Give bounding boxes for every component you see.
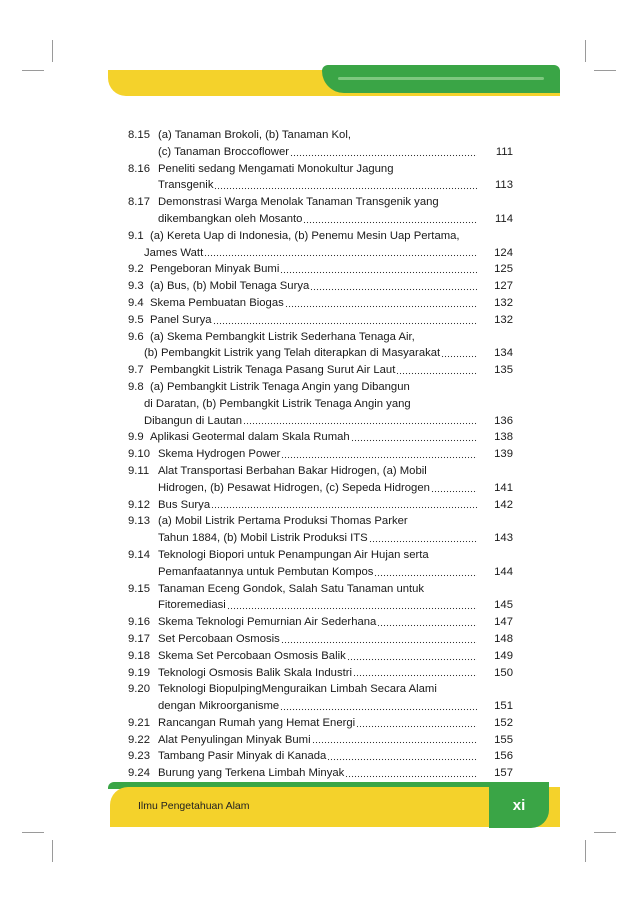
figure-caption [128,497,479,514]
caption-text: Burung yang Terkena Limbah Minyak [158,767,345,780]
dot-leader [356,725,477,728]
caption-line [128,413,479,430]
caption-text: Skema Pembuatan Biogas [150,296,284,309]
figure-entry [128,547,513,581]
caption-line [128,597,479,614]
page-ref: 157 [494,767,513,780]
caption-text: dengan Mikroorganisme [158,700,280,713]
caption-line [128,312,479,329]
page-ref: 143 [494,532,513,545]
caption-text: (a) Bus, (b) Mobil Tenaga Surya [150,280,310,293]
caption-line [128,396,479,413]
figure-number: 9.22 [128,733,150,746]
figure-caption [128,194,479,228]
page-ref: 114 [494,212,513,225]
dot-leader [369,540,477,543]
page-number: xi [512,796,526,814]
caption-line [128,732,479,749]
dot-leader [441,355,477,358]
caption-line [128,161,479,178]
page-ref: 124 [494,246,513,259]
figure-number: 9.20 [128,683,150,696]
figure-caption [128,631,479,648]
figure-entry [128,329,513,363]
dot-leader [303,221,477,224]
dot-leader [396,372,477,375]
crop-mark [22,70,44,71]
caption-text: di Daratan, (b) Pembangkit Listrik Tenaga Angin yang [144,397,411,410]
figure-number: 9.12 [128,498,150,511]
caption-line [128,648,479,665]
crop-mark [52,40,53,62]
dot-leader [285,305,477,308]
caption-line [128,144,479,161]
page-ref: 148 [494,632,513,645]
dot-leader [280,708,477,711]
page-ref: 132 [494,313,513,326]
caption-line [128,329,479,346]
figure-caption [128,161,479,195]
caption-text: Teknologi BiopulpingMenguraikan Limbah Secara Alami [158,683,437,696]
crop-mark [585,840,586,862]
figure-entry [128,312,513,329]
caption-line [128,127,479,144]
figure-entry [128,278,513,295]
figure-entry [128,681,513,715]
dot-leader [431,490,477,493]
caption-text: Rancangan Rumah yang Hemat Energi [158,716,356,729]
dot-leader [377,624,477,627]
figure-number: 9.6 [128,330,144,343]
dot-leader [211,506,477,509]
page-ref: 149 [494,649,513,662]
caption-text: (a) Mobil Listrik Pertama Produksi Thomas Parker [158,515,408,528]
page-ref: 147 [494,616,513,629]
figure-entry [128,228,513,262]
caption-line [128,513,479,530]
caption-line [128,429,479,446]
figure-number: 9.5 [128,313,144,326]
dot-leader [310,288,477,291]
figure-caption [128,748,479,765]
figure-number: 9.8 [128,380,144,393]
figure-caption [128,547,479,581]
dot-leader [227,607,477,610]
figure-entry [128,765,513,782]
dot-leader [312,741,477,744]
dot-leader [213,322,477,325]
crop-mark [22,832,44,833]
caption-line [128,497,479,514]
page-number-badge [489,782,549,828]
caption-text: (a) Skema Pembangkit Listrik Sederhana Tenaga Air, [150,330,415,343]
caption-line [128,614,479,631]
figure-caption [128,665,479,682]
caption-line [128,228,479,245]
caption-text: Dibangun di Lautan [144,414,242,427]
figure-number: 9.24 [128,767,150,780]
dot-leader [280,271,477,274]
caption-text: Hidrogen, (b) Pesawat Hidrogen, (c) Sepeda Hidrogen [158,481,430,494]
caption-line [128,681,479,698]
figure-caption [128,329,479,363]
caption-text: Bus Surya [158,498,211,511]
dot-leader [290,154,477,157]
page-ref: 139 [494,448,513,461]
caption-text: Teknologi Osmosis Balik Skala Industri [158,666,353,679]
page-ref: 113 [494,179,513,192]
page-ref: 151 [494,700,513,713]
figure-caption [128,732,479,749]
figure-entry [128,665,513,682]
figure-number: 8.16 [128,162,150,175]
figure-entry [128,446,513,463]
caption-line [128,530,479,547]
caption-text: Set Percobaan Osmosis [158,632,280,645]
dot-leader [345,775,477,778]
figure-caption [128,446,479,463]
figure-entry [128,379,513,429]
page-ref: 134 [494,347,513,360]
figure-entry [128,261,513,278]
figure-caption [128,278,479,295]
figure-number: 9.2 [128,263,144,276]
page-ref: 150 [494,666,513,679]
figure-caption [128,648,479,665]
figure-entry [128,732,513,749]
figure-entry [128,631,513,648]
caption-text: Alat Penyulingan Minyak Bumi [158,733,311,746]
figure-caption [128,765,479,782]
figure-caption [128,312,479,329]
figure-entry [128,161,513,195]
caption-text: Aplikasi Geotermal dalam Skala Rumah [150,431,350,444]
dot-leader [327,758,477,761]
figure-caption [128,715,479,732]
figure-entry [128,513,513,547]
caption-line [128,446,479,463]
figure-caption [128,429,479,446]
dot-leader [374,574,477,577]
figure-number: 9.13 [128,515,150,528]
figure-number: 9.16 [128,616,150,629]
figure-number: 9.21 [128,716,150,729]
figure-entry [128,295,513,312]
figure-caption [128,463,479,497]
figure-entry [128,127,513,161]
caption-text: Pengeboran Minyak Bumi [150,263,280,276]
caption-text: Fitoremediasi [158,599,226,612]
figure-number: 9.7 [128,364,144,377]
caption-text: (a) Kereta Uap di Indonesia, (b) Penemu Mesin Uap Pertama, [150,229,460,242]
dot-leader [243,422,477,425]
figure-number: 9.14 [128,548,150,561]
caption-text: Skema Teknologi Pemurnian Air Sederhana [158,616,377,629]
caption-line [128,177,479,194]
caption-line [128,581,479,598]
crop-mark [585,40,586,62]
figure-entry [128,497,513,514]
caption-line [128,765,479,782]
dot-leader [204,254,477,257]
figure-number: 9.1 [128,229,144,242]
caption-line [128,211,479,228]
caption-text: (a) Pembangkit Listrik Tenaga Angin yang Dibangun [150,380,410,393]
figure-number: 9.15 [128,582,150,595]
figure-entry [128,581,513,615]
caption-text: Skema Set Percobaan Osmosis Balik [158,649,346,662]
figure-caption [128,261,479,278]
page-ref: 145 [494,599,513,612]
figure-entry [128,614,513,631]
figure-entry [128,648,513,665]
page-ref: 156 [494,750,513,763]
page-ref: 136 [494,414,513,427]
caption-text: Panel Surya [150,313,212,326]
figure-caption [128,513,479,547]
figure-number: 8.17 [128,196,150,209]
caption-text: Skema Hydrogen Power [158,448,281,461]
caption-line [128,362,479,379]
caption-text: Pemanfaatannya untuk Pembutan Kompos [158,565,374,578]
page-ref: 152 [494,716,513,729]
caption-line [128,463,479,480]
figure-caption [128,614,479,631]
dot-leader [214,187,477,190]
page-ref: 132 [494,296,513,309]
figure-number: 9.23 [128,750,150,763]
caption-text: Peneliti sedang Mengamati Monokultur Jagung [158,162,394,175]
caption-line [128,665,479,682]
dot-leader [347,658,477,661]
crop-mark [594,832,616,833]
figure-caption [128,581,479,615]
caption-line [128,631,479,648]
caption-text: Demonstrasi Warga Menolak Tanaman Transgenik yang [158,196,439,209]
caption-line [128,698,479,715]
caption-line [128,564,479,581]
caption-line [128,379,479,396]
figure-number: 9.19 [128,666,150,679]
dot-leader [281,641,477,644]
figure-list [128,127,513,799]
caption-line [128,715,479,732]
figure-entry [128,748,513,765]
page-ref: 125 [494,263,513,276]
figure-number: 9.9 [128,431,144,444]
caption-text: Teknologi Biopori untuk Penampungan Air Hujan serta [158,548,429,561]
caption-line [128,295,479,312]
caption-text: Tahun 1884, (b) Mobil Listrik Produksi ITS [158,532,368,545]
figure-number: 9.18 [128,649,150,662]
caption-text: Alat Transportasi Berbahan Bakar Hidrogen, (a) Mobil [158,464,427,477]
figure-caption [128,295,479,312]
dot-leader [281,456,477,459]
page-ref: 111 [495,145,513,158]
figure-number: 9.10 [128,448,150,461]
figure-number: 9.3 [128,280,144,293]
caption-text: James Watt [144,246,204,259]
page-ref: 127 [494,280,513,293]
book-title: Ilmu Pengetahuan Alam [138,800,250,812]
figure-caption [128,127,479,161]
header-tab [322,65,560,93]
caption-text: Pembangkit Listrik Tenaga Pasang Surut Air Laut [150,364,396,377]
crop-mark [52,840,53,862]
figure-number: 9.17 [128,632,150,645]
figure-entry [128,429,513,446]
caption-text: Tambang Pasir Minyak di Kanada [158,750,327,763]
figure-entry [128,463,513,497]
caption-line [128,278,479,295]
caption-line [128,261,479,278]
page-ref: 138 [494,431,513,444]
figure-number: 9.11 [128,464,150,477]
page-ref: 141 [494,481,513,494]
caption-line [128,345,479,362]
figure-entry [128,715,513,732]
page-ref: 142 [494,498,513,511]
figure-number: 8.15 [128,129,150,141]
caption-text: dikembangkan oleh Mosanto [158,212,303,225]
caption-text: (b) Pembangkit Listrik yang Telah diterapkan di Masyarakat [144,347,441,360]
page-ref: 155 [494,733,513,746]
caption-text: (a) Tanaman Brokoli, (b) Tanaman Kol, [158,129,351,141]
figure-caption [128,228,479,262]
caption-line [128,245,479,262]
caption-text: (c) Tanaman Broccoflower [158,145,290,158]
caption-text: Transgenik [158,179,214,192]
caption-line [128,480,479,497]
figure-entry [128,362,513,379]
figure-caption [128,681,479,715]
caption-text: Tanaman Eceng Gondok, Salah Satu Tanaman untuk [158,582,425,595]
caption-line [128,748,479,765]
page-ref: 135 [494,364,513,377]
figure-caption [128,362,479,379]
dot-leader [351,439,477,442]
dot-leader [353,674,477,677]
caption-line [128,547,479,564]
crop-mark [594,70,616,71]
figure-number: 9.4 [128,296,144,309]
page-ref: 144 [494,565,513,578]
figure-entry [128,194,513,228]
caption-line [128,194,479,211]
figure-caption [128,379,479,429]
